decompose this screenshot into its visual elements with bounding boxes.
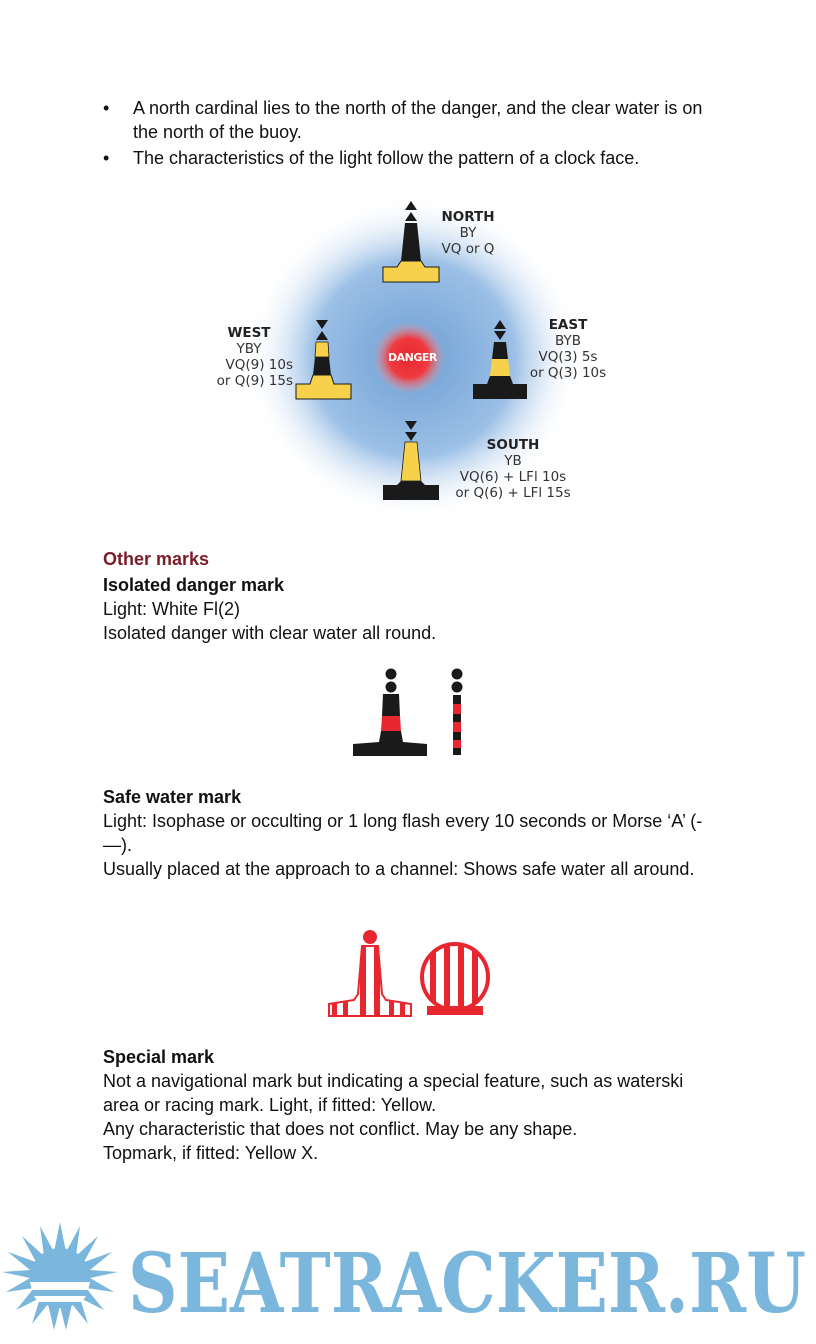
- bullet-list: [103, 96, 723, 172]
- danger-label: DANGER: [388, 351, 437, 364]
- bullet-item: [103, 146, 723, 170]
- north-colors: BY: [459, 225, 477, 241]
- special-mark-section: [103, 1045, 703, 1165]
- other-marks-title: Other marks: [103, 549, 210, 569]
- safe-water-light: Light: Isophase or occulting or 1 long flash every 10 seconds or Morse ‘A’ (- —).: [103, 811, 703, 855]
- south-light-2: or Q(6) + LFl 15s: [455, 485, 571, 501]
- north-light: VQ or Q: [441, 241, 495, 257]
- west-colors: YBY: [236, 341, 262, 357]
- east-light-1: VQ(3) 5s: [538, 349, 598, 365]
- south-colors: YB: [504, 453, 522, 469]
- safe-water-desc: Usually placed at the approach to a channel: Shows safe water all around.: [103, 859, 695, 879]
- bullet-item: [103, 96, 723, 144]
- isolated-danger-heading: Isolated danger mark: [103, 575, 285, 595]
- isolated-danger-desc: Isolated danger with clear water all round.: [103, 623, 437, 643]
- north-label: [431, 209, 505, 257]
- special-mark-line-1: Not a navigational mark but indicating a special feature, such as waterski area or racing mark. Light, if fitted: Yellow.: [103, 1071, 684, 1115]
- safe-water-heading: Safe water mark: [103, 787, 242, 807]
- safe-water-section: [103, 785, 703, 881]
- cardinal-marks-diagram: [195, 195, 635, 525]
- bullet-text: The characteristics of the light follow the pattern of a clock face.: [133, 148, 640, 168]
- isolated-danger-icon: [350, 664, 470, 760]
- logo-text: SEATRACKER.RU: [128, 1236, 806, 1332]
- bullet-symbol: •: [103, 148, 110, 168]
- east-light-2: or Q(3) 10s: [529, 365, 607, 381]
- east-colors: BYB: [554, 333, 582, 349]
- special-mark-heading: Special mark: [103, 1047, 215, 1067]
- south-label: [453, 437, 573, 501]
- isolated-danger-light: Light: White Fl(2): [103, 599, 241, 619]
- north-name: NORTH: [441, 209, 495, 225]
- bullet-text: A north cardinal lies to the north of the danger, and the clear water is on the north of the buoy.: [133, 98, 703, 142]
- bullet-symbol: •: [103, 98, 110, 118]
- special-mark-line-2: Any characteristic that does not conflict. May be any shape.: [103, 1119, 578, 1139]
- special-mark-line-3: Topmark, if fitted: Yellow X.: [103, 1143, 319, 1163]
- south-name: SOUTH: [486, 437, 540, 453]
- isolated-danger-section: [103, 573, 703, 645]
- safe-water-icon: [326, 928, 492, 1020]
- south-light-1: VQ(6) + LFl 10s: [459, 469, 567, 485]
- east-label: [525, 317, 611, 381]
- east-name: EAST: [548, 317, 588, 333]
- seatracker-logo: [0, 1218, 816, 1338]
- west-light-2: or Q(9) 15s: [216, 373, 293, 389]
- west-name: WEST: [227, 325, 271, 341]
- west-light-1: VQ(9) 10s: [225, 357, 293, 373]
- west-label: [205, 325, 293, 389]
- sun-logo-icon: [2, 1222, 118, 1330]
